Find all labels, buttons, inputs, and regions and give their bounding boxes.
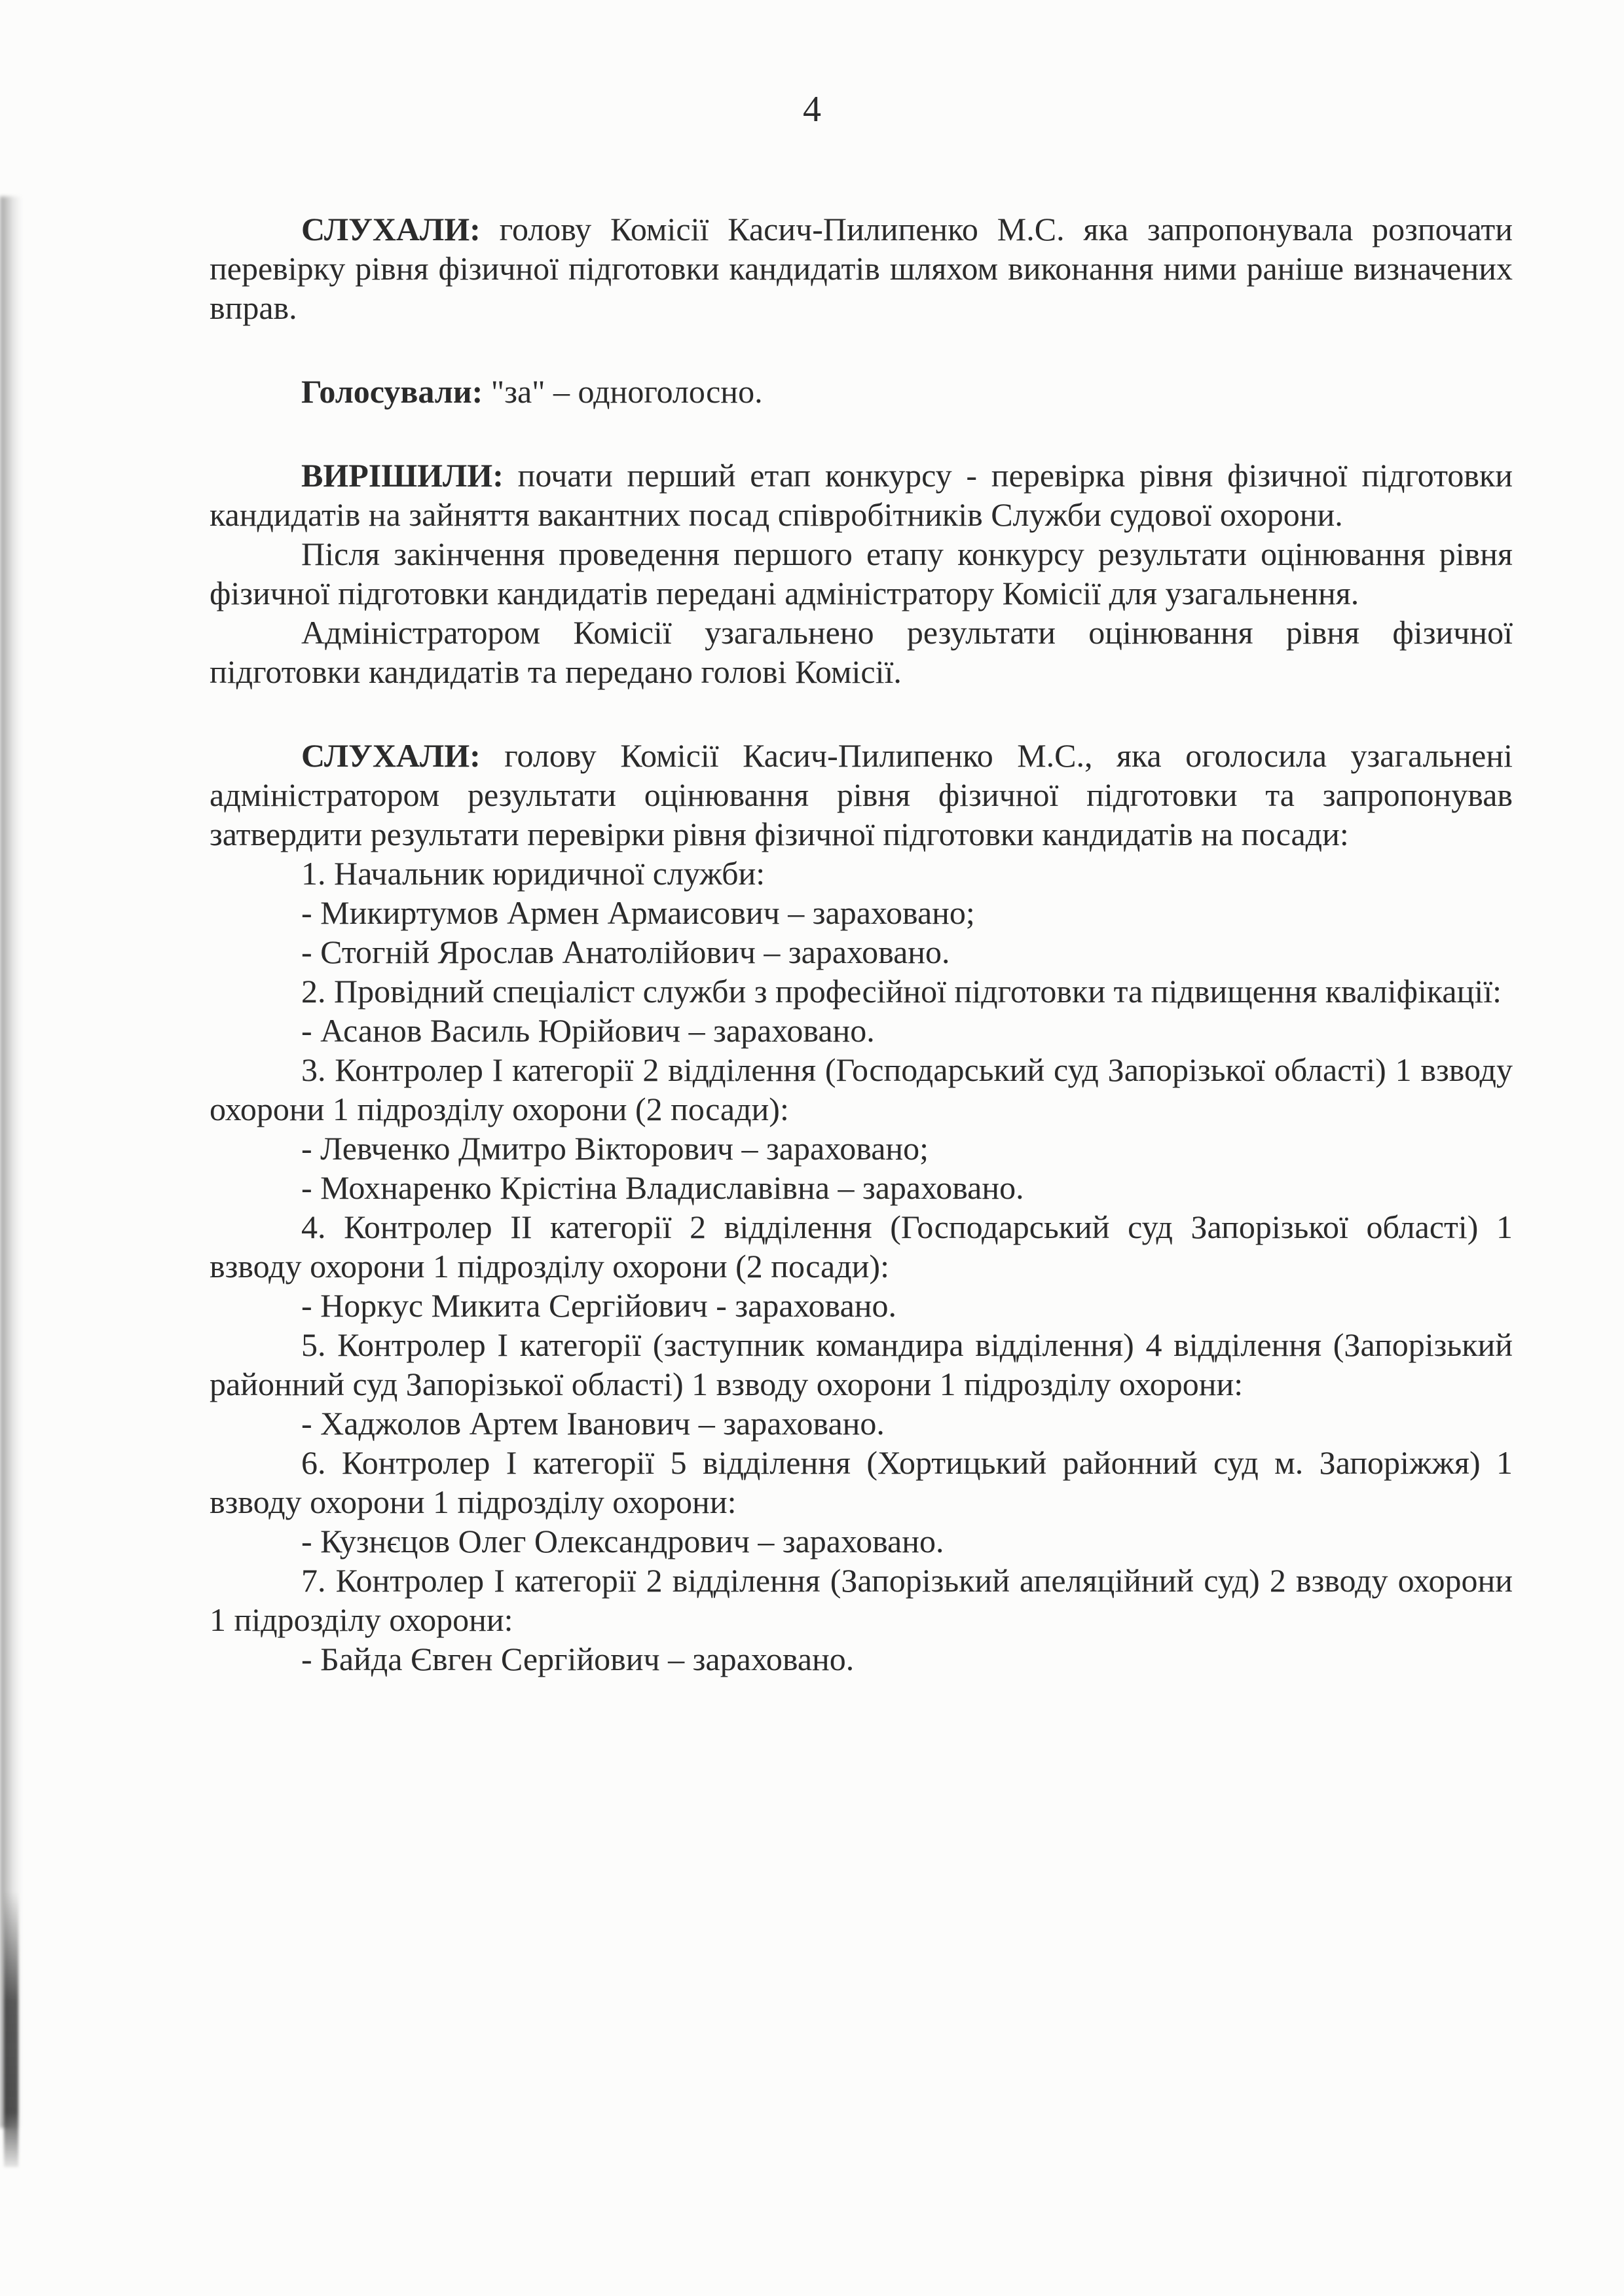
admin-summary-paragraph: Адміністратором Комісії узагальнено результати оцінювання рівня фізичної підготовки кандидатів та передано голові Комісії. <box>210 614 1513 690</box>
scan-edge-shadow <box>0 196 22 2128</box>
position-title: 1. Начальник юридичної служби: <box>301 855 766 892</box>
scan-edge-mark <box>4 1892 18 2167</box>
position-title: 7. Контролер І категорії 2 відділення (Запорізький апеляційний суд) 2 взводу охорони 1 підрозділу охорони: <box>210 1562 1513 1638</box>
heard-text: голову Комісії Касич-Пилипенко М.С., яка оголосила узагальнені адміністратором результати оцінювання рівня фізичної підготовки та запропонував затвердити результати перевірки рівня фізичної підготовки кандидатів на посади: <box>210 737 1513 852</box>
heard-text: голову Комісії Касич-Пилипенко М.С. яка запропонувала розпочати перевірку рівня фізичної підготовки кандидатів шляхом виконання ними раніше визначених вправ. <box>210 211 1513 326</box>
position-block <box>210 854 1513 972</box>
candidate-line: - Норкус Микита Сергійович - зараховано. <box>301 1287 897 1324</box>
candidate-line: - Кузнєцов Олег Олександрович – зараховано. <box>301 1523 944 1559</box>
position-block <box>210 1207 1513 1325</box>
position-title: 6. Контролер І категорії 5 відділення (Хортицький районний суд м. Запоріжжя) 1 взводу охорони 1 підрозділу охорони: <box>210 1444 1513 1520</box>
candidate-line: - Микиртумов Армен Армаисович – зараховано; <box>301 894 975 931</box>
candidate-line: - Хаджолов Артем Іванович – зараховано. <box>301 1405 885 1442</box>
candidate-line: - Мохнаренко Крістіна Владиславівна – зараховано. <box>301 1169 1024 1206</box>
page-number: 4 <box>803 89 821 130</box>
decided-text: почати перший етап конкурсу - перевірка рівня фізичної підготовки кандидатів на зайняття вакантних посад співробітників Служби судової охорони. <box>210 457 1513 533</box>
position-block <box>210 1561 1513 1679</box>
voted-paragraph <box>210 372 1513 411</box>
heard-label: СЛУХАЛИ: <box>301 211 481 247</box>
candidate-line: - Стогній Ярослав Анатолійович – зараховано. <box>301 934 950 970</box>
voted-label: Голосували: <box>301 373 483 410</box>
after-stage-paragraph: Після закінчення проведення першого етапу конкурсу результати оцінювання рівня фізичної підготовки кандидатів передані адміністратору Комісії для узагальнення. <box>210 536 1513 611</box>
voted-text: "за" – одноголосно. <box>483 373 763 410</box>
heard-paragraph-1 <box>210 210 1513 327</box>
decided-label: ВИРІШИЛИ: <box>301 457 504 494</box>
position-title: 4. Контролер ІІ категорії 2 відділення (Господарський суд Запорізької області) 1 взводу охорони 1 підрозділу охорони (2 посади): <box>210 1209 1513 1285</box>
position-block <box>210 1443 1513 1561</box>
document-body <box>210 210 1513 1679</box>
position-block <box>210 1325 1513 1443</box>
heard-label: СЛУХАЛИ: <box>301 737 481 774</box>
heard-paragraph-2 <box>210 736 1513 854</box>
position-title: 5. Контролер І категорії (заступник командира відділення) 4 відділення (Запорізький районний суд Запорізької області) 1 взводу охорони 1 підрозділу охорони: <box>210 1326 1513 1402</box>
decided-paragraph <box>210 456 1513 534</box>
position-block <box>210 1050 1513 1207</box>
position-title: 2. Провідний спеціаліст служби з професійної підготовки та підвищення кваліфікації: <box>301 973 1502 1010</box>
positions-list <box>210 854 1513 1679</box>
candidate-line: - Байда Євген Сергійович – зараховано. <box>301 1641 855 1677</box>
candidate-line: - Левченко Дмитро Вікторович – зараховано; <box>301 1130 929 1167</box>
position-block <box>210 972 1513 1050</box>
position-title: 3. Контролер І категорії 2 відділення (Господарський суд Запорізької області) 1 взводу охорони 1 підрозділу охорони (2 посади): <box>210 1051 1513 1127</box>
candidate-line: - Асанов Василь Юрійович – зараховано. <box>301 1012 875 1049</box>
